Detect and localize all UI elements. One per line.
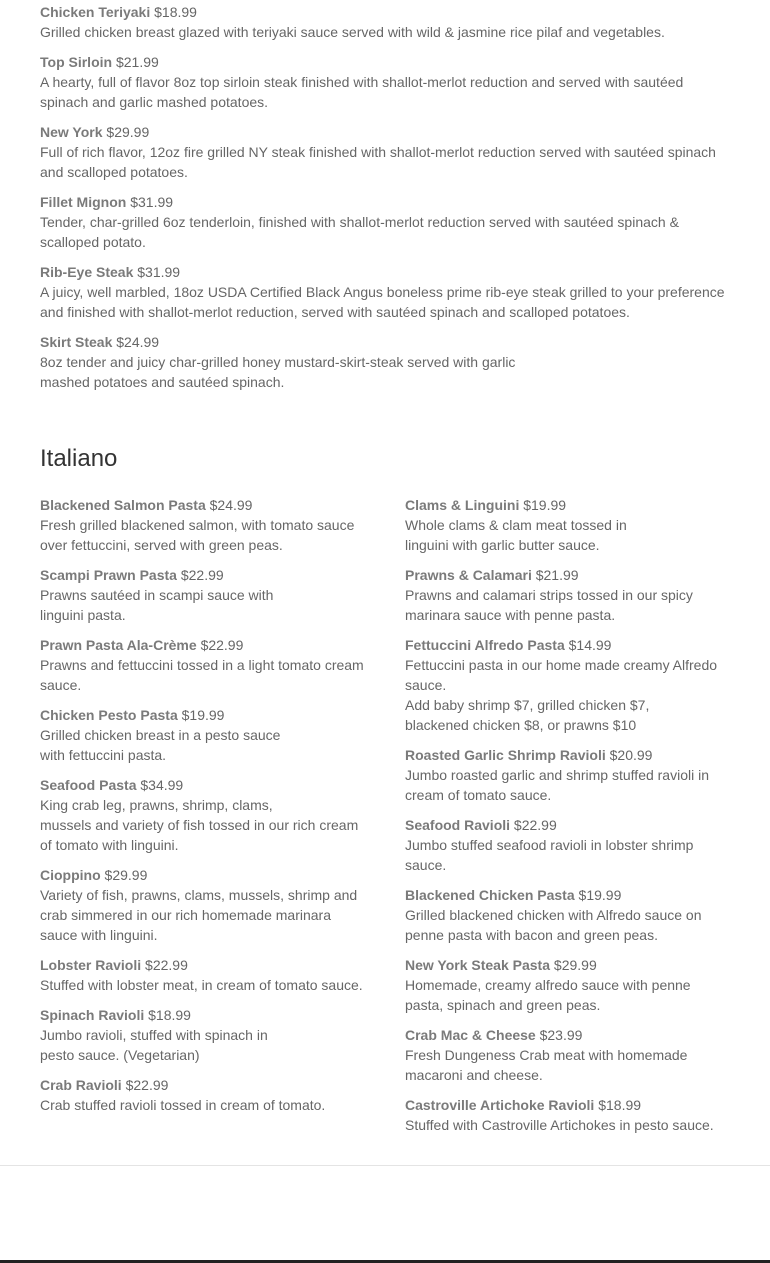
menu-item — [405, 1095, 745, 1135]
menu-item — [40, 52, 740, 112]
menu-item-price: $18.99 — [154, 4, 197, 20]
menu-item — [405, 1025, 745, 1085]
menu-item-description: Grilled chicken breast glazed with teriyaki sauce served with wild & jasmine rice pilaf and vegetables. — [40, 24, 665, 40]
menu-item-description: Tender, char-grilled 6oz tenderloin, finished with shallot-merlot reduction served with sautéed spinach & scalloped potato. — [40, 214, 679, 250]
menu-item-price: $19.99 — [578, 887, 622, 903]
menu-item-price: $22.99 — [200, 637, 244, 653]
menu-item-price: $18.99 — [148, 1007, 191, 1023]
menu-item-description: Jumbo ravioli, stuffed with spinach in pesto sauce. (Vegetarian) — [40, 1027, 268, 1063]
menu-item — [40, 955, 380, 995]
menu-item-description: Prawns and calamari strips tossed in our spicy marinara sauce with penne pasta. — [405, 587, 693, 623]
menu-item — [40, 122, 740, 182]
menu-item-price: $20.99 — [609, 747, 653, 763]
menu-item-name: Fettuccini Alfredo Pasta — [405, 637, 565, 653]
menu-item — [405, 635, 745, 735]
italiano-left-column — [40, 495, 380, 1125]
menu-item-description: Homemade, creamy alfredo sauce with penne pasta, spinach and green peas. — [405, 977, 691, 1013]
menu-item-name: Roasted Garlic Shrimp Ravioli — [405, 747, 606, 763]
menu-item-description: Stuffed with lobster meat, in cream of tomato sauce. — [40, 977, 363, 993]
menu-item-name: Chicken Teriyaki — [40, 4, 151, 20]
menu-item — [405, 815, 745, 875]
menu-item — [405, 565, 745, 625]
menu-item-name: Top Sirloin — [40, 54, 113, 70]
menu-item-price: $31.99 — [137, 264, 181, 280]
menu-item-description: 8oz tender and juicy char-grilled honey mustard-skirt-steak served with garlic mashed potatoes and sautéed spinach. — [40, 354, 516, 390]
menu-item — [40, 262, 740, 322]
menu-item-name: New York — [40, 124, 103, 140]
menu-item-price: $22.99 — [125, 1077, 169, 1093]
menu-item-description: Jumbo roasted garlic and shrimp stuffed ravioli in cream of tomato sauce. — [405, 767, 710, 803]
menu-item — [40, 2, 740, 42]
menu-item-description: Fresh grilled blackened salmon, with tomato sauce over fettuccini, served with green peas. — [40, 517, 355, 553]
menu-item-name: Skirt Steak — [40, 334, 113, 350]
menu-item-price: $22.99 — [513, 817, 557, 833]
menu-item-price: $34.99 — [140, 777, 184, 793]
menu-item-name: Seafood Ravioli — [405, 817, 511, 833]
menu-item — [40, 1005, 380, 1065]
menu-item-price: $22.99 — [180, 567, 224, 583]
menu-item — [40, 865, 380, 945]
menu-item-price: $31.99 — [130, 194, 174, 210]
menu-item-description: Fresh Dungeness Crab meat with homemade macaroni and cheese. — [405, 1047, 688, 1083]
menu-item — [40, 1075, 380, 1115]
menu-item-name: Blackened Salmon Pasta — [40, 497, 206, 513]
menu-item-description: Whole clams & clam meat tossed in linguini with garlic butter sauce. — [405, 517, 627, 553]
menu-item — [40, 332, 740, 392]
section-divider — [0, 1165, 770, 1166]
menu-item-description: Fettuccini pasta in our home made creamy Alfredo sauce. Add baby shrimp $7, grilled chicken $7, blackened chicken $8, or prawns $10 — [405, 657, 718, 733]
menu-item-description: Full of rich flavor, 12oz fire grilled NY steak finished with shallot-merlot reduction served with sautéed spinach and scalloped potatoes. — [40, 144, 716, 180]
menu-item-name: Crab Ravioli — [40, 1077, 122, 1093]
menu-item-price: $23.99 — [539, 1027, 583, 1043]
menu-item-name: New York Steak Pasta — [405, 957, 551, 973]
menu-item-price: $29.99 — [104, 867, 148, 883]
menu-item — [405, 495, 745, 555]
menu-item-description: Prawns and fettuccini tossed in a light tomato cream sauce. — [40, 657, 364, 693]
menu-item — [40, 635, 380, 695]
menu-item-description: King crab leg, prawns, shrimp, clams, mussels and variety of fish tossed in our rich cream of tomato with linguini. — [40, 797, 359, 853]
menu-item-description: Grilled chicken breast in a pesto sauce with fettuccini pasta. — [40, 727, 281, 763]
menu-item-name: Prawn Pasta Ala-Crème — [40, 637, 197, 653]
menu-item-price: $19.99 — [181, 707, 225, 723]
menu-item — [40, 192, 740, 252]
menu-item-price: $21.99 — [115, 54, 159, 70]
menu-item-name: Spinach Ravioli — [40, 1007, 145, 1023]
menu-item-price: $24.99 — [116, 334, 160, 350]
menu-item-description: Variety of fish, prawns, clams, mussels, shrimp and crab simmered in our rich homemade marinara sauce with linguini. — [40, 887, 358, 943]
menu-item-name: Prawns & Calamari — [405, 567, 532, 583]
menu-item-name: Scampi Prawn Pasta — [40, 567, 177, 583]
menu-item-description: Crab stuffed ravioli tossed in cream of tomato. — [40, 1097, 326, 1113]
menu-item-name: Seafood Pasta — [40, 777, 137, 793]
menu-item-price: $19.99 — [523, 497, 567, 513]
menu-item-name: Rib-Eye Steak — [40, 264, 134, 280]
menu-item — [405, 745, 745, 805]
menu-item-name: Castroville Artichoke Ravioli — [405, 1097, 595, 1113]
menu-item-price: $29.99 — [553, 957, 597, 973]
menu-item-description: Jumbo stuffed seafood ravioli in lobster shrimp sauce. — [405, 837, 694, 873]
menu-item-price: $24.99 — [209, 497, 253, 513]
menu-item-description: A hearty, full of flavor 8oz top sirloin steak finished with shallot-merlot reduction and served with sautéed spinach and garlic mashed potatoes. — [40, 74, 684, 110]
menu-item-price: $29.99 — [106, 124, 150, 140]
menu-item-name: Fillet Mignon — [40, 194, 127, 210]
menu-item-price: $18.99 — [598, 1097, 642, 1113]
menu-item-name: Chicken Pesto Pasta — [40, 707, 178, 723]
menu-item-price: $21.99 — [535, 567, 579, 583]
menu-item-name: Cioppino — [40, 867, 101, 883]
menu-item-description: Grilled blackened chicken with Alfredo sauce on penne pasta with bacon and green peas. — [405, 907, 702, 943]
menu-item — [40, 495, 380, 555]
menu-item-name: Lobster Ravioli — [40, 957, 142, 973]
menu-item-name: Clams & Linguini — [405, 497, 520, 513]
menu-item-name: Crab Mac & Cheese — [405, 1027, 536, 1043]
section-title-italiano: Italiano — [40, 445, 118, 472]
menu-item — [405, 955, 745, 1015]
menu-item-description: Stuffed with Castroville Artichokes in pesto sauce. — [405, 1117, 714, 1133]
top-menu-list — [40, 2, 740, 402]
menu-item — [40, 705, 380, 765]
menu-item-description: A juicy, well marbled, 18oz USDA Certified Black Angus boneless prime rib-eye steak grilled to your preference and finished with shallot-merlot reduction, served with sautéed spinach and scalloped potatoes. — [40, 284, 725, 320]
menu-item — [40, 565, 380, 625]
menu-item — [40, 775, 380, 855]
menu-item-name: Blackened Chicken Pasta — [405, 887, 575, 903]
menu-item-description: Prawns sautéed in scampi sauce with linguini pasta. — [40, 587, 274, 623]
italiano-right-column — [405, 495, 745, 1145]
menu-item-price: $14.99 — [568, 637, 612, 653]
menu-item — [405, 885, 745, 945]
menu-item-price: $22.99 — [145, 957, 188, 973]
